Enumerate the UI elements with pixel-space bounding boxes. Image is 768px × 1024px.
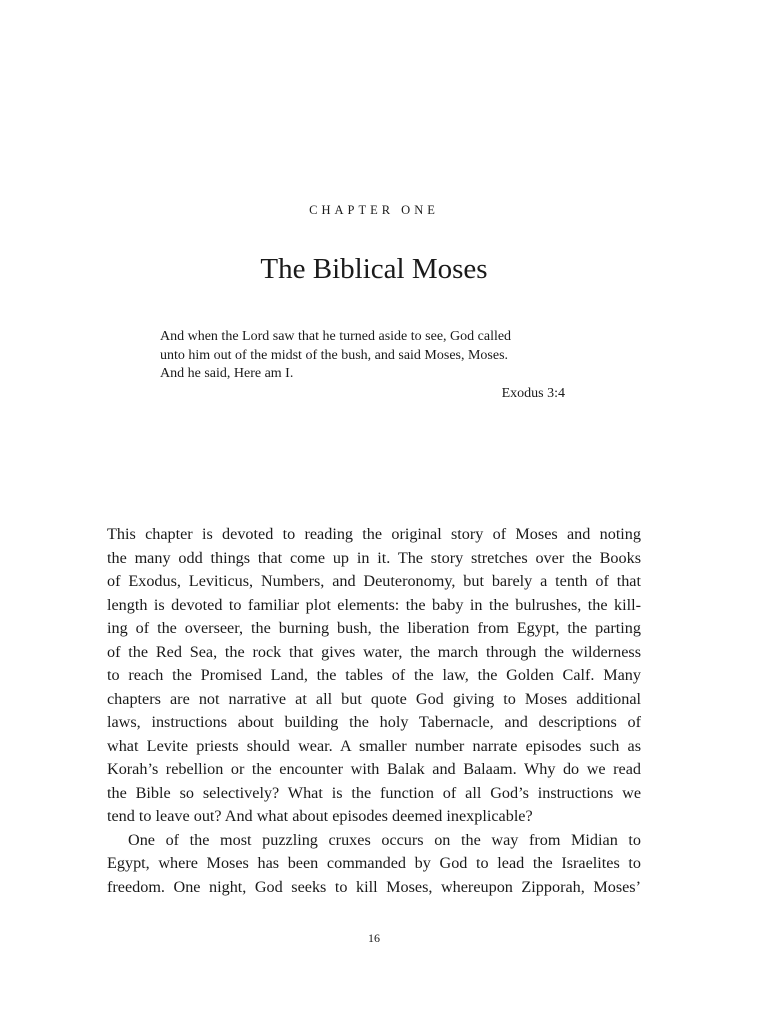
text-line: what Levite priests should wear. A smaller number narrate episodes such as xyxy=(107,736,641,755)
text-line: This chapter is devoted to reading the original story of Moses and noting xyxy=(107,525,641,543)
epigraph-line: And when the Lord saw that he turned aside to see, God called xyxy=(160,329,512,344)
paragraph-2 xyxy=(107,829,641,900)
chapter-title: The Biblical Moses xyxy=(260,253,488,285)
text-line: freedom. One night, God seeks to kill Moses, whereupon Zipporah, Moses’ xyxy=(107,877,641,896)
body-text xyxy=(107,523,641,899)
paragraph-1 xyxy=(107,523,641,829)
text-line: of Exodus, Leviticus, Numbers, and Deuteronomy, but barely a tenth of that xyxy=(107,572,641,590)
chapter-label: CHAPTER ONE xyxy=(309,203,439,217)
text-line: tend to leave out? And what about episodes deemed inexplicable? xyxy=(107,807,533,825)
text-line: the Bible so selectively? What is the function of all God’s instructions we xyxy=(107,783,641,802)
text-line: to reach the Promised Land, the tables of the law, the Golden Calf. Many xyxy=(107,666,641,684)
text-line: Korah’s rebellion or the encounter with Balak and Balaam. Why do we read xyxy=(107,760,641,778)
text-line: laws, instructions about building the holy Tabernacle, and descriptions of xyxy=(107,713,641,731)
epigraph-source: Exodus 3:4 xyxy=(501,385,565,401)
page-number: 16 xyxy=(368,931,380,945)
text-line: Egypt, where Moses has been commanded by God to lead the Israelites to xyxy=(107,854,641,872)
text-line: One of the most puzzling cruxes occurs on the way from Midian to xyxy=(128,830,641,849)
epigraph-line: And he said, Here am I. xyxy=(160,366,294,381)
epigraph xyxy=(160,328,565,403)
text-line: ing of the overseer, the burning bush, the liberation from Egypt, the parting xyxy=(107,619,641,637)
text-line: length is devoted to familiar plot elements: the baby in the bulrushes, the kill- xyxy=(107,595,641,614)
text-line: chapters are not narrative at all but quote God giving to Moses additional xyxy=(107,689,641,708)
epigraph-line: unto him out of the midst of the bush, and said Moses, Moses. xyxy=(160,347,509,363)
text-line: the many odd things that come up in it. The story stretches over the Books xyxy=(107,548,641,567)
text-line: of the Red Sea, the rock that gives water, the march through the wilderness xyxy=(107,642,641,661)
